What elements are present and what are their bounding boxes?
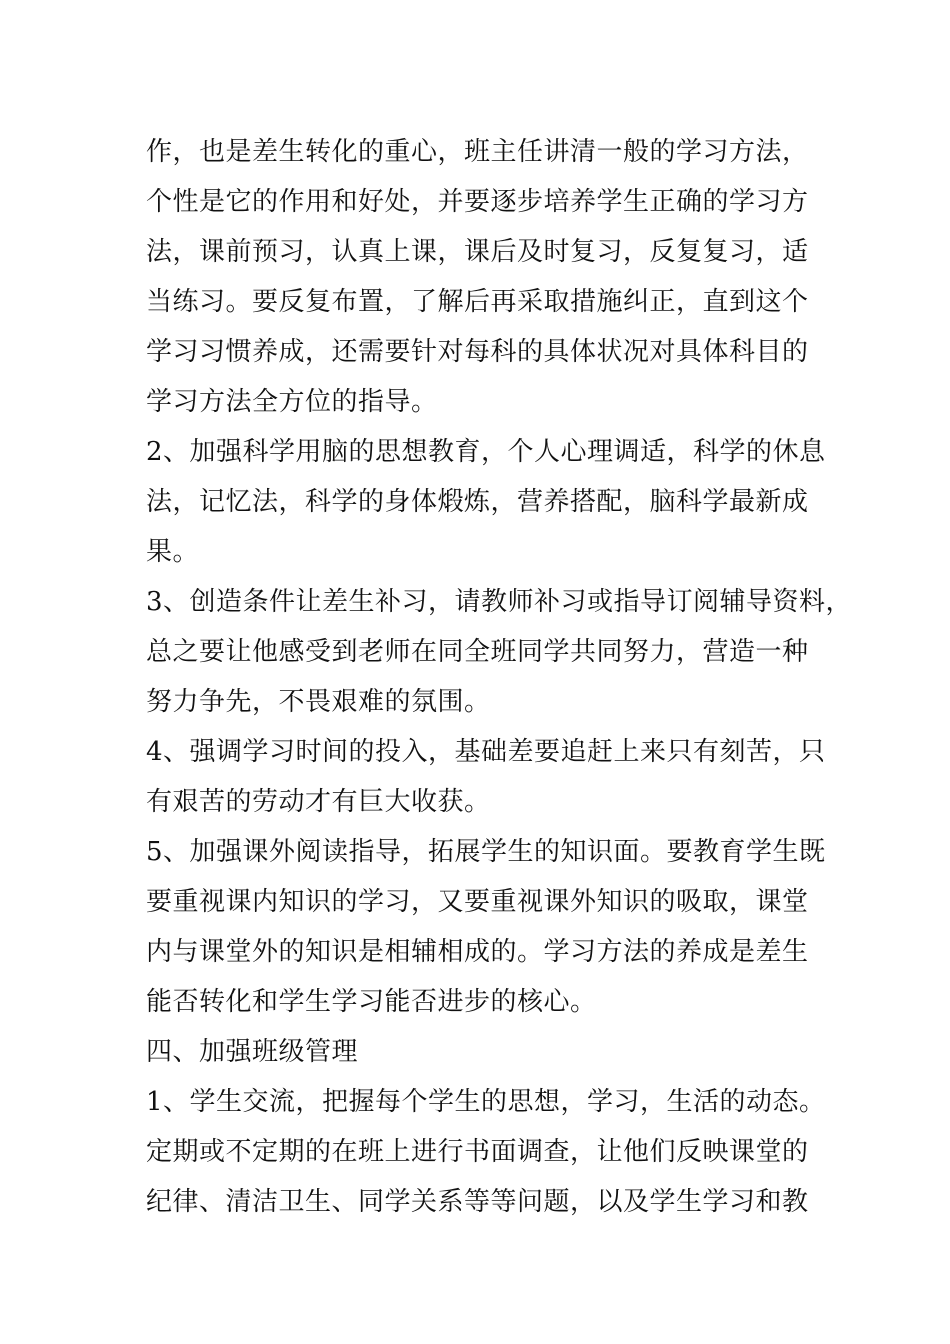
text-line: 当练习。要反复布置，了解后再采取措施纠正，直到这个: [146, 287, 809, 317]
text-line: 法，记忆法，科学的身体煅炼，营养搭配，脑科学最新成: [146, 487, 809, 517]
text-line: 努力争先，不畏艰难的氛围。: [146, 687, 491, 717]
document-body: [146, 127, 853, 1227]
text-line: 定期或不定期的在班上进行书面调查，让他们反映课堂的: [146, 1137, 809, 1167]
text-line: 1、学生交流，把握每个学生的思想，学习，生活的动态。: [146, 1087, 826, 1117]
text-line: 要重视课内知识的学习，又要重视课外知识的吸取，课堂: [146, 887, 809, 917]
text-line: 2、加强科学用脑的思想教育，个人心理调适，科学的休息: [146, 437, 826, 467]
text-line: 有艰苦的劳动才有巨大收获。: [146, 787, 491, 817]
text-line: 纪律、清洁卫生、同学关系等等问题，以及学生学习和教: [146, 1187, 809, 1217]
text-line: 作，也是差生转化的重心，班主任讲清一般的学习方法，: [146, 137, 809, 167]
text-line: 个性是它的作用和好处，并要逐步培养学生正确的学习方: [146, 187, 809, 217]
text-line: 内与课堂外的知识是相辅相成的。学习方法的养成是差生: [146, 937, 809, 967]
text-line: 学习方法全方位的指导。: [146, 387, 438, 417]
text-line: 总之要让他感受到老师在同全班同学共同努力，营造一种: [146, 637, 809, 667]
section-heading: 四、加强班级管理: [146, 1037, 359, 1067]
text-line: 果。: [146, 537, 200, 567]
text-line: 3、创造条件让差生补习，请教师补习或指导订阅辅导资料，: [146, 587, 853, 617]
text-line: 4、强调学习时间的投入，基础差要追赶上来只有刻苦，只: [146, 737, 826, 767]
text-line: 5、加强课外阅读指导，拓展学生的知识面。要教育学生既: [146, 837, 826, 867]
text-line: 学习习惯养成，还需要针对每科的具体状况对具体科目的: [146, 337, 809, 367]
text-line: 法，课前预习，认真上课，课后及时复习，反复复习，适: [146, 237, 809, 267]
text-line: 能否转化和学生学习能否进步的核心。: [146, 987, 597, 1017]
